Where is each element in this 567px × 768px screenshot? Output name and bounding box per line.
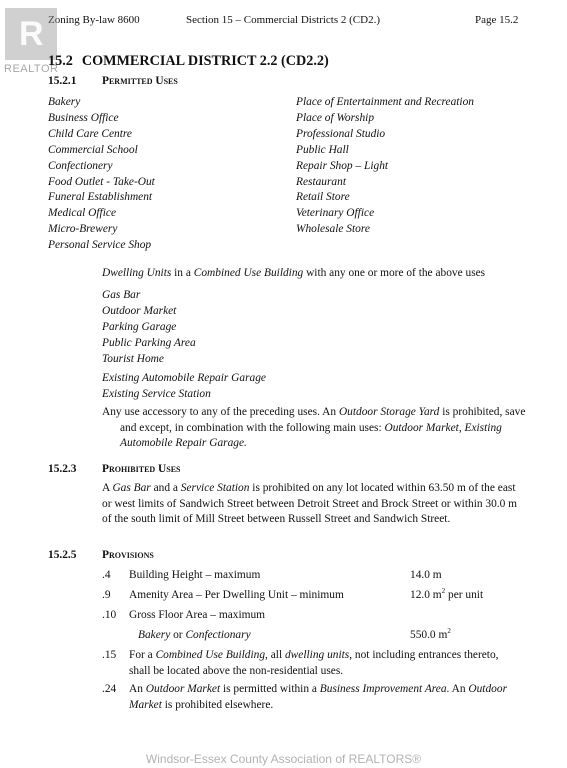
text-span: Any use accessory to any of the preceding uses. An — [102, 406, 339, 418]
list-item: Bakery — [48, 96, 81, 108]
provisions-heading: Provisions — [102, 549, 154, 561]
term-dwelling-units: dwelling units — [284, 649, 350, 661]
list-item: Gas Bar — [102, 289, 141, 301]
list-item: Tourist Home — [102, 352, 164, 365]
text-span: and a — [150, 482, 181, 494]
term-outdoor-storage-yard: Outdoor Storage Yard — [338, 406, 440, 418]
term-confectionary: Confectionary — [185, 629, 251, 641]
text-span: A — [102, 482, 113, 494]
list-item: Business Office — [48, 111, 119, 124]
text-span: is permitted within a — [220, 683, 320, 695]
realtor-logo-text: REALTOR — [4, 63, 59, 75]
accessory-use-paragraph — [102, 405, 540, 452]
list-item: Existing Automobile Repair Garage — [102, 372, 266, 384]
list-item: Existing Service Station — [102, 387, 211, 400]
list-item: Wholesale Store — [296, 223, 370, 236]
section-title-text: COMMERCIAL DISTRICT 2.2 (CD2.2) — [81, 53, 329, 69]
dwelling-units-line — [102, 267, 485, 281]
provision-number: .15 — [102, 649, 117, 661]
term-main-uses: Outdoor Market, Existing Automobile Repair Garage. — [120, 421, 502, 450]
prohibited-heading: Prohibited Uses — [102, 463, 181, 475]
permitted-group-3 — [102, 371, 266, 403]
text-span: with any one or more of the above uses — [303, 267, 486, 279]
term-outdoor-market: Outdoor Market — [129, 683, 507, 711]
section-title — [48, 53, 329, 70]
term-bakery: Bakery — [138, 629, 171, 641]
term-business-improvement-area: Business Improvement Area — [319, 683, 447, 695]
provision-number: .24 — [102, 683, 117, 695]
term-combined-use-building: Combined Use Building — [193, 267, 304, 279]
list-item: Funeral Establishment — [48, 191, 153, 204]
realtor-logo-icon: R — [5, 8, 57, 60]
header-page: Page 15.2 — [475, 14, 519, 26]
provision-number: .10 — [102, 609, 117, 621]
list-item: Parking Garage — [102, 320, 177, 333]
term-gas-bar: Gas Bar — [112, 482, 151, 494]
provision-label: Building Height – maximum — [129, 569, 261, 581]
provision-24-paragraph — [129, 682, 515, 713]
list-item: Place of Worship — [296, 111, 375, 124]
permitted-left-list — [48, 95, 155, 254]
list-item: Outdoor Market — [102, 304, 177, 317]
list-item: Repair Shop – Light — [296, 159, 389, 172]
provision-number: .4 — [102, 569, 111, 581]
list-item: Public Hall — [296, 143, 349, 156]
section-number: 15.2 — [48, 53, 73, 69]
list-item: Restaurant — [296, 175, 346, 188]
list-item: Micro-Brewery — [48, 223, 118, 236]
text-span: or — [170, 629, 186, 641]
superscript: 2 — [441, 587, 446, 596]
provision-label: Gross Floor Area – maximum — [129, 609, 266, 621]
text-span: , not including entrances thereto, shall be located above the non-residential uses. — [129, 649, 499, 677]
text-span: is prohibited on any lot located within 63.50 m of the east or west limits of Sandwich Street between Detroit Street and Brock Street or within 30.0 m of the south limit of Mill Street between Russell Street and Sandwich Street. — [102, 482, 518, 526]
list-item: Place of Entertainment and Recreation — [296, 96, 474, 108]
list-item: Professional Studio — [296, 127, 386, 140]
provisions-number: 15.2.5 — [48, 549, 77, 561]
term-outdoor-market: Outdoor Market — [145, 683, 221, 695]
permitted-number: 15.2.1 — [48, 75, 77, 87]
prohibited-number: 15.2.3 — [48, 463, 77, 475]
header-bylaw: Zoning By-law 8600 — [48, 14, 140, 26]
header-section: Section 15 – Commercial Districts 2 (CD2.) — [186, 14, 380, 26]
term-service-station: Service Station — [180, 482, 250, 494]
list-item: Retail Store — [296, 191, 350, 204]
text-span: . An — [446, 683, 469, 695]
provision-value — [410, 629, 451, 643]
provision-value: 14.0 m — [410, 569, 442, 581]
list-item: Food Outlet - Take-Out — [48, 175, 155, 188]
list-item: Personal Service Shop — [48, 239, 152, 252]
value-text: 550.0 m — [410, 629, 448, 641]
text-span: , all — [265, 649, 285, 661]
list-item: Medical Office — [48, 207, 116, 220]
permitted-heading: Permitted Uses — [102, 75, 178, 87]
permitted-group-2 — [102, 288, 196, 368]
term-combined-use-building: Combined Use Building — [155, 649, 266, 661]
prohibited-paragraph — [102, 481, 520, 528]
provision-label: Amenity Area – Per Dwelling Unit – minimum — [129, 589, 344, 601]
list-item: Veterinary Office — [296, 207, 375, 220]
term-dwelling-units: Dwelling Units — [102, 267, 172, 279]
list-item: Confectionery — [48, 159, 113, 172]
provision-15-paragraph — [129, 648, 515, 679]
watermark-footer: Windsor-Essex County Association of REALTORS® — [145, 752, 422, 766]
text-span: is prohibited elsewhere. — [161, 698, 274, 711]
text-span: For a — [129, 649, 156, 661]
permitted-right-list — [296, 95, 474, 238]
provision-number: .9 — [102, 589, 111, 601]
value-text: 12.0 m — [410, 589, 442, 601]
list-item: Commercial School — [48, 143, 138, 156]
superscript: 2 — [447, 627, 451, 636]
text-span: in a — [171, 267, 194, 279]
list-item: Public Parking Area — [102, 336, 196, 349]
list-item: Child Care Centre — [48, 127, 132, 140]
provision-value — [410, 589, 483, 603]
text-span: is prohibited, save and except, in combination with the following main uses: — [120, 406, 526, 434]
value-suffix: per unit — [445, 589, 484, 601]
provision-sublabel — [138, 629, 251, 643]
text-span: An — [129, 683, 146, 695]
